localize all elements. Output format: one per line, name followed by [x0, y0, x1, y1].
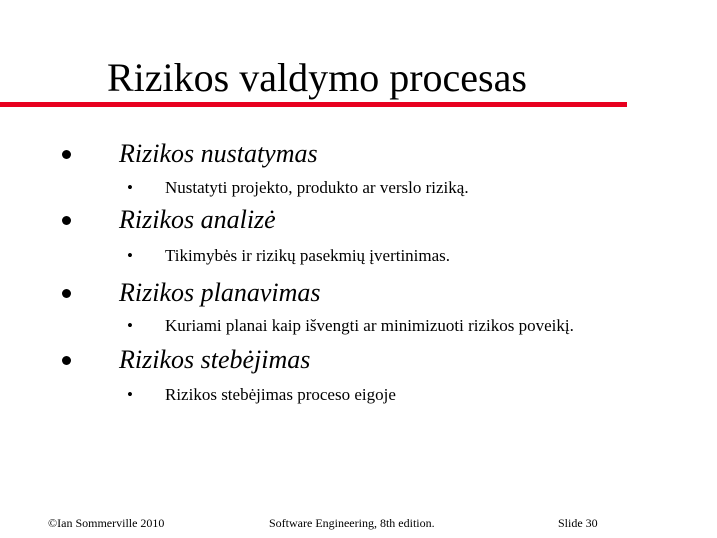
- sub-item-text: Rizikos stebėjimas proceso eigoje: [165, 385, 396, 404]
- footer-slide-number: Slide 30: [558, 516, 598, 530]
- slide-title: Rizikos valdymo procesas: [107, 55, 527, 100]
- bullet-icon: [62, 150, 71, 159]
- list-item-label: Rizikos stebėjimas: [119, 345, 311, 374]
- list-item-label: Rizikos analizė: [119, 205, 276, 234]
- footer-book: Software Engineering, 8th edition.: [269, 516, 435, 530]
- sub-item-text: Kuriami planai kaip išvengti ar minimizuoti rizikos poveikį.: [165, 316, 574, 335]
- sub-item-text: Tikimybės ir rizikų pasekmių įvertinimas.: [165, 246, 451, 265]
- sub-bullet-icon: •: [127, 178, 133, 197]
- bullet-icon: [62, 289, 71, 298]
- sub-item-text: Nustatyti projekto, produkto ar verslo riziką.: [165, 178, 469, 197]
- footer-author: ©Ian Sommerville 2010: [48, 516, 165, 530]
- title-underline: [0, 102, 627, 107]
- list-item-label: Rizikos nustatymas: [119, 139, 318, 168]
- bullet-icon: [62, 356, 71, 365]
- list-item-label: Rizikos planavimas: [119, 278, 321, 307]
- bullet-icon: [62, 216, 71, 225]
- sub-bullet-icon: •: [127, 385, 133, 404]
- sub-bullet-icon: •: [127, 316, 133, 335]
- sub-bullet-icon: •: [127, 246, 133, 265]
